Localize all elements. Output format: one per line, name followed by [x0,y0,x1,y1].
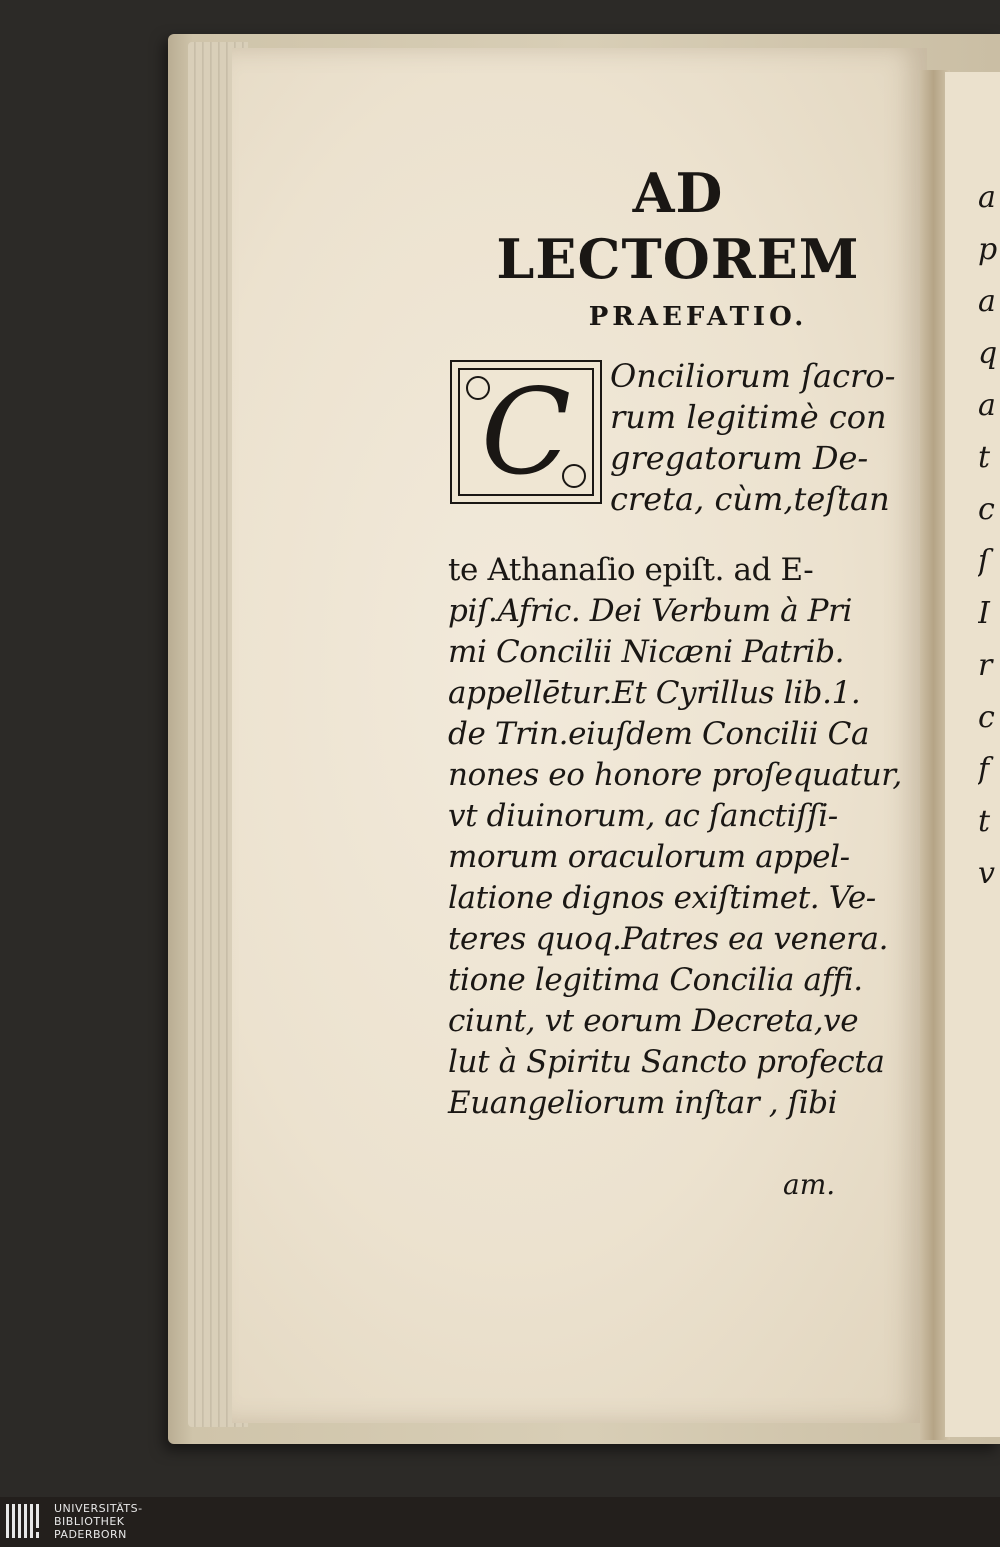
text-line: morum oraculorum appel- [448,839,850,875]
text-line: de Trin.eiuſdem Concilii Ca [448,716,870,752]
text-line: vt diuinorum, ac ſanctiſſi- [448,798,838,834]
fragment: f [978,752,990,787]
library-logo-icon [4,1500,44,1544]
opening-paragraph [448,356,908,564]
fragment: p [978,232,998,267]
text-line: tione legitima Concilia affi. [448,962,863,998]
fragment: a [978,180,996,215]
text-line: Onciliorum ſacro- [610,357,896,395]
page-heading: AD LECTOREM [496,161,860,291]
page-subheading: PRAEFATIO. [588,302,808,332]
decorated-initial [450,360,602,504]
preface-text [448,160,908,1124]
fragment: c [978,492,995,527]
fragment: t [978,440,991,475]
text-line: lut à Spiritu Sancto profecta [448,1044,885,1080]
text-line: creta, cùm,teſtan [610,480,890,518]
institution-line: UNIVERSITÄTS- [54,1502,143,1515]
footer-bar [0,1497,1000,1547]
text-line: ciunt, vt eorum Decreta,ve [448,1003,859,1039]
institution-line: PADERBORN [54,1528,127,1541]
catchword: am. [783,1168,836,1201]
text-line: rum legitimè con [610,398,887,436]
text-line: mi Concilii Nicæni Patrib. [448,634,845,670]
text-line: piſ.Afric. Dei Verbum à Pri [448,593,853,629]
text-line: teres quoq.Patres ea venera. [448,921,889,957]
institution-name [54,1502,143,1541]
drop-cap-letter: C [480,363,572,501]
text-line: gregatorum De- [610,439,869,477]
fragment: a [978,284,996,319]
fragment: v [978,856,995,891]
institution-line: BIBLIOTHEK [54,1515,125,1528]
ornament-icon [562,464,586,488]
fragment: ſ [978,544,990,579]
text-line: Euangeliorum inſtar , ſibi [448,1085,838,1121]
fragment: r [978,648,993,683]
initial-wrap-lines [610,356,910,520]
text-line: nones eo honore proſequatur, [448,757,902,793]
body-lines [448,550,908,1124]
fragment: q [978,336,998,371]
fragment: a [978,388,996,423]
fragment: t [978,804,991,839]
text-line: appellētur.Et Cyrillus lib.1. [448,675,861,711]
text-line: te Athanaſio epiſt. ad E- [448,552,814,588]
text-line: latione dignos exiſtimet. Ve- [448,880,876,916]
ornament-icon [466,376,490,400]
fragment: I [978,596,990,631]
fragment: c [978,700,995,735]
right-page-fragments [978,172,1000,900]
